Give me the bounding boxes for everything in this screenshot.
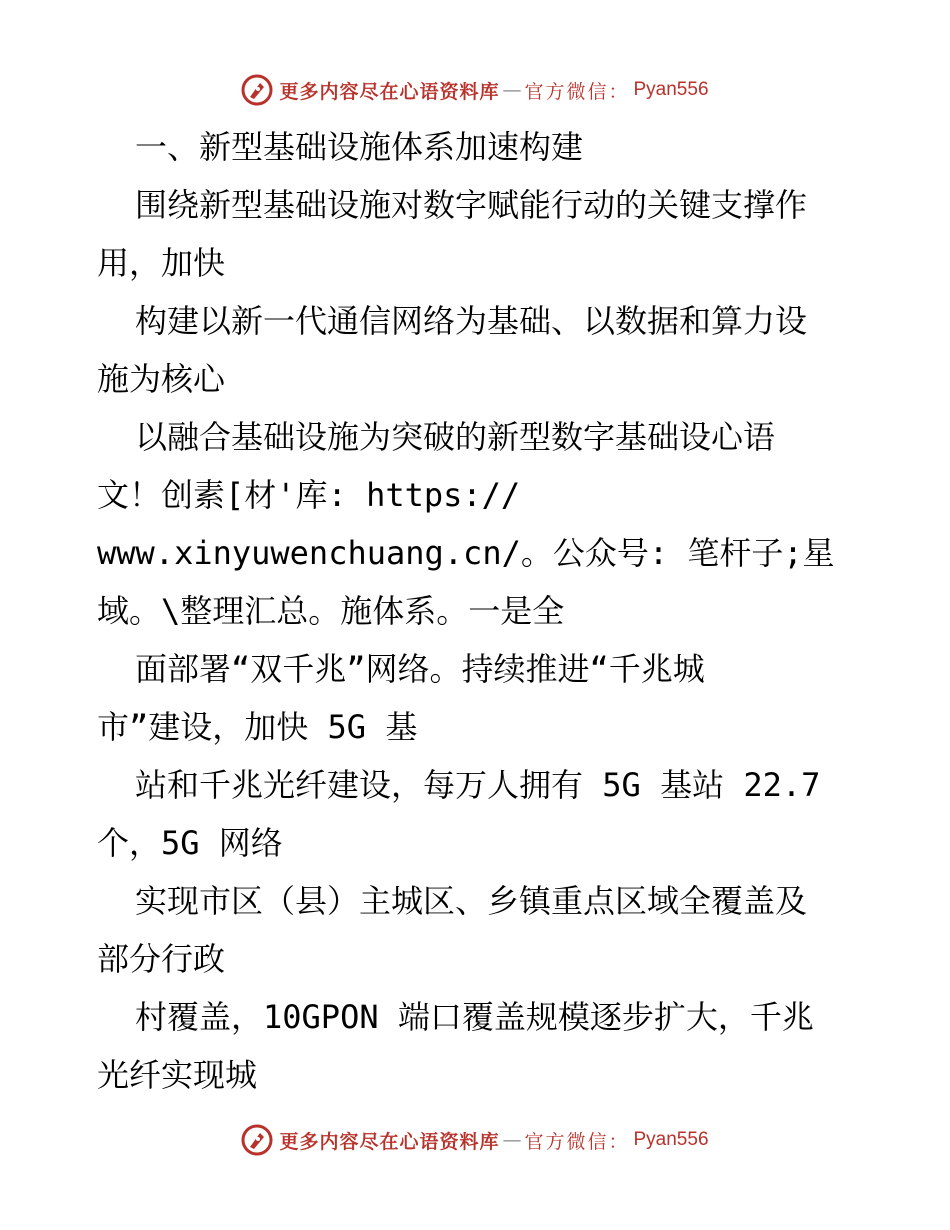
body-line: 用，加快 xyxy=(97,244,226,282)
document-body xyxy=(97,118,877,1104)
banner-wechat-id: Pyan556 xyxy=(633,79,709,100)
body-line: www.xinyuwenchuang.cn/。公众号: 笔杆子;星 xyxy=(97,534,835,572)
banner-text: 更多内容尽在心语资料库 xyxy=(279,80,500,103)
body-line: 以融合基础设施为突破的新型数字基础设心语 xyxy=(135,418,776,456)
banner-dash: — xyxy=(502,1129,522,1151)
body-line: 面部署“双千兆”网络。持续推进“千兆城 xyxy=(135,650,705,688)
body-line: 域。\整理汇总。施体系。一是全 xyxy=(97,592,565,630)
banner-wechat-label: 官方微信： xyxy=(524,1130,630,1153)
banner-wechat-label: 官方微信： xyxy=(524,80,630,103)
pen-nib-circle-icon xyxy=(241,74,273,106)
body-line: 村覆盖，10GPON 端口覆盖规模逐步扩大，千兆 xyxy=(135,998,814,1036)
body-line: 构建以新一代通信网络为基础、以数据和算力设 xyxy=(135,302,808,340)
body-line: 文！创素[材'库: https:// xyxy=(97,476,521,514)
body-line: 市”建设，加快 5G 基 xyxy=(97,708,418,746)
body-line: 个，5G 网络 xyxy=(97,824,283,862)
body-line-heading: 一、新型基础设施体系加速构建 xyxy=(135,128,584,166)
banner-dash: — xyxy=(502,79,522,101)
pen-nib-circle-icon xyxy=(241,1124,273,1156)
body-line: 围绕新型基础设施对数字赋能行动的关键支撑作 xyxy=(135,186,808,224)
body-line: 实现市区（县）主城区、乡镇重点区域全覆盖及 xyxy=(135,882,808,920)
banner-text: 更多内容尽在心语资料库 xyxy=(279,1130,500,1153)
header-watermark-banner xyxy=(0,70,950,110)
body-line: 光纤实现城 xyxy=(97,1056,258,1094)
body-line: 站和千兆光纤建设，每万人拥有 5G 基站 22.7 xyxy=(135,766,821,804)
body-line: 部分行政 xyxy=(97,940,226,978)
banner-wechat-id: Pyan556 xyxy=(633,1129,709,1150)
footer-watermark-banner xyxy=(0,1120,950,1160)
body-line: 施为核心 xyxy=(97,360,226,398)
